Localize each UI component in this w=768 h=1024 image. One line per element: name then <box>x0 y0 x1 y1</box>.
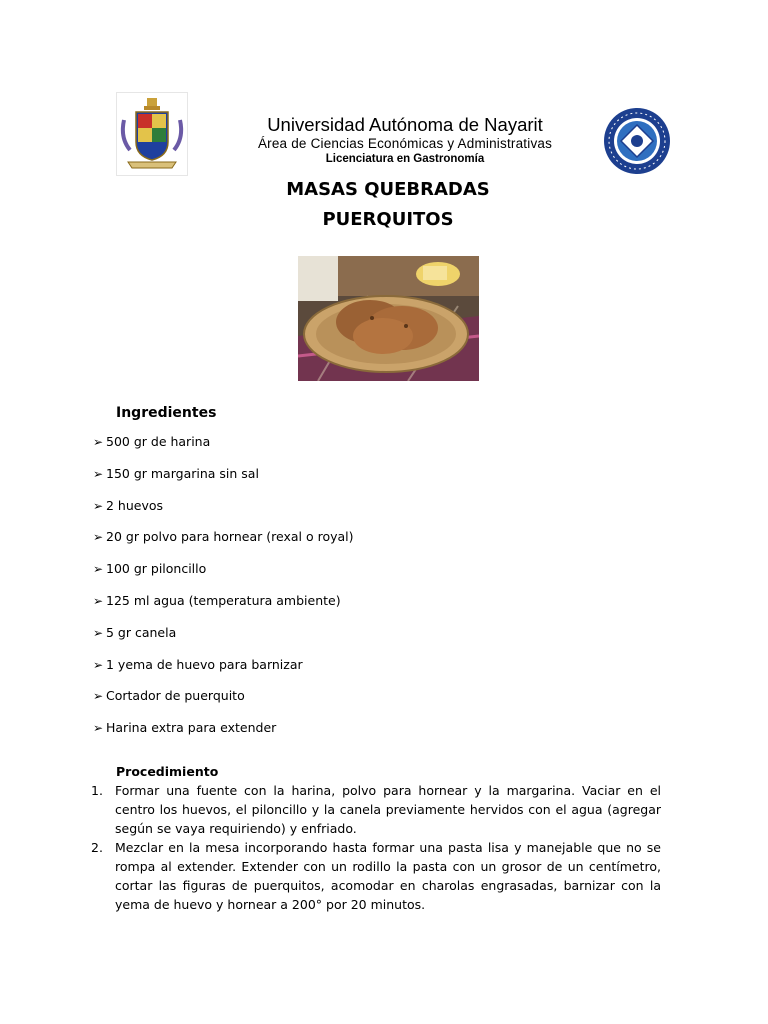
tourism-academic-unit-seal-icon <box>603 107 671 175</box>
ingredients-heading: Ingredientes <box>116 405 217 421</box>
list-item: ➢ 5 gr canela <box>93 624 177 640</box>
arrow-bullet-icon: ➢ <box>93 721 104 736</box>
list-item: ➢ Cortador de puerquito <box>93 688 245 704</box>
procedure-step <box>91 781 661 838</box>
ingredients-list <box>93 433 354 751</box>
university-name: Universidad Autónoma de Nayarit <box>267 114 543 135</box>
recipe-title: MASAS QUEBRADAS <box>286 179 490 200</box>
arrow-bullet-icon: ➢ <box>93 498 104 513</box>
list-item: ➢ Harina extra para extender <box>93 720 277 736</box>
arrow-bullet-icon: ➢ <box>93 689 104 704</box>
list-item: ➢ 2 huevos <box>93 497 164 513</box>
procedure-heading: Procedimiento <box>116 764 219 779</box>
list-item: ➢ 100 gr piloncillo <box>93 561 207 577</box>
list-item: ➢ 125 ml agua (temperatura ambiente) <box>93 592 341 608</box>
arrow-bullet-icon: ➢ <box>93 530 104 545</box>
step-number: 1. <box>91 783 103 798</box>
university-crest-icon <box>116 92 188 176</box>
step-number: 2. <box>91 840 103 855</box>
arrow-bullet-icon: ➢ <box>93 593 104 608</box>
procedure-steps <box>91 781 661 914</box>
recipe-subtitle: PUERQUITOS <box>322 209 454 230</box>
list-item: ➢ 20 gr polvo para hornear (rexal o royal) <box>93 529 354 545</box>
list-item: ➢ 500 gr de harina <box>93 434 211 449</box>
procedure-step <box>91 838 661 914</box>
puerquitos-photo <box>298 256 479 381</box>
list-item: ➢ 150 gr margarina sin sal <box>93 465 259 481</box>
arrow-bullet-icon: ➢ <box>93 466 104 481</box>
arrow-bullet-icon: ➢ <box>93 657 104 672</box>
arrow-bullet-icon: ➢ <box>93 562 104 577</box>
program-name: Licenciatura en Gastronomía <box>325 153 485 165</box>
arrow-bullet-icon: ➢ <box>93 625 104 640</box>
arrow-bullet-icon: ➢ <box>93 435 104 449</box>
step-text: Mezclar en la mesa incorporando hasta formar una pasta lisa y manejable que no se rompa al extender. Extender con un rodillo la pasta con un grosor de un centímetro, cortar las figuras de puerquitos, acomodar en charolas engrasadas, barnizar con la yema de huevo y hornear a 200° por 20 minutos. <box>115 840 661 912</box>
list-item: ➢ 1 yema de huevo para barnizar <box>93 656 303 672</box>
step-text: Formar una fuente con la harina, polvo para hornear y la margarina. Vaciar en el centro los huevos, el piloncillo y la canela previamente hervidos con el agua (agregar según se vaya requiriendo) y enfriado. <box>115 783 661 836</box>
area-name: Área de Ciencias Económicas y Administrativas <box>257 136 553 151</box>
